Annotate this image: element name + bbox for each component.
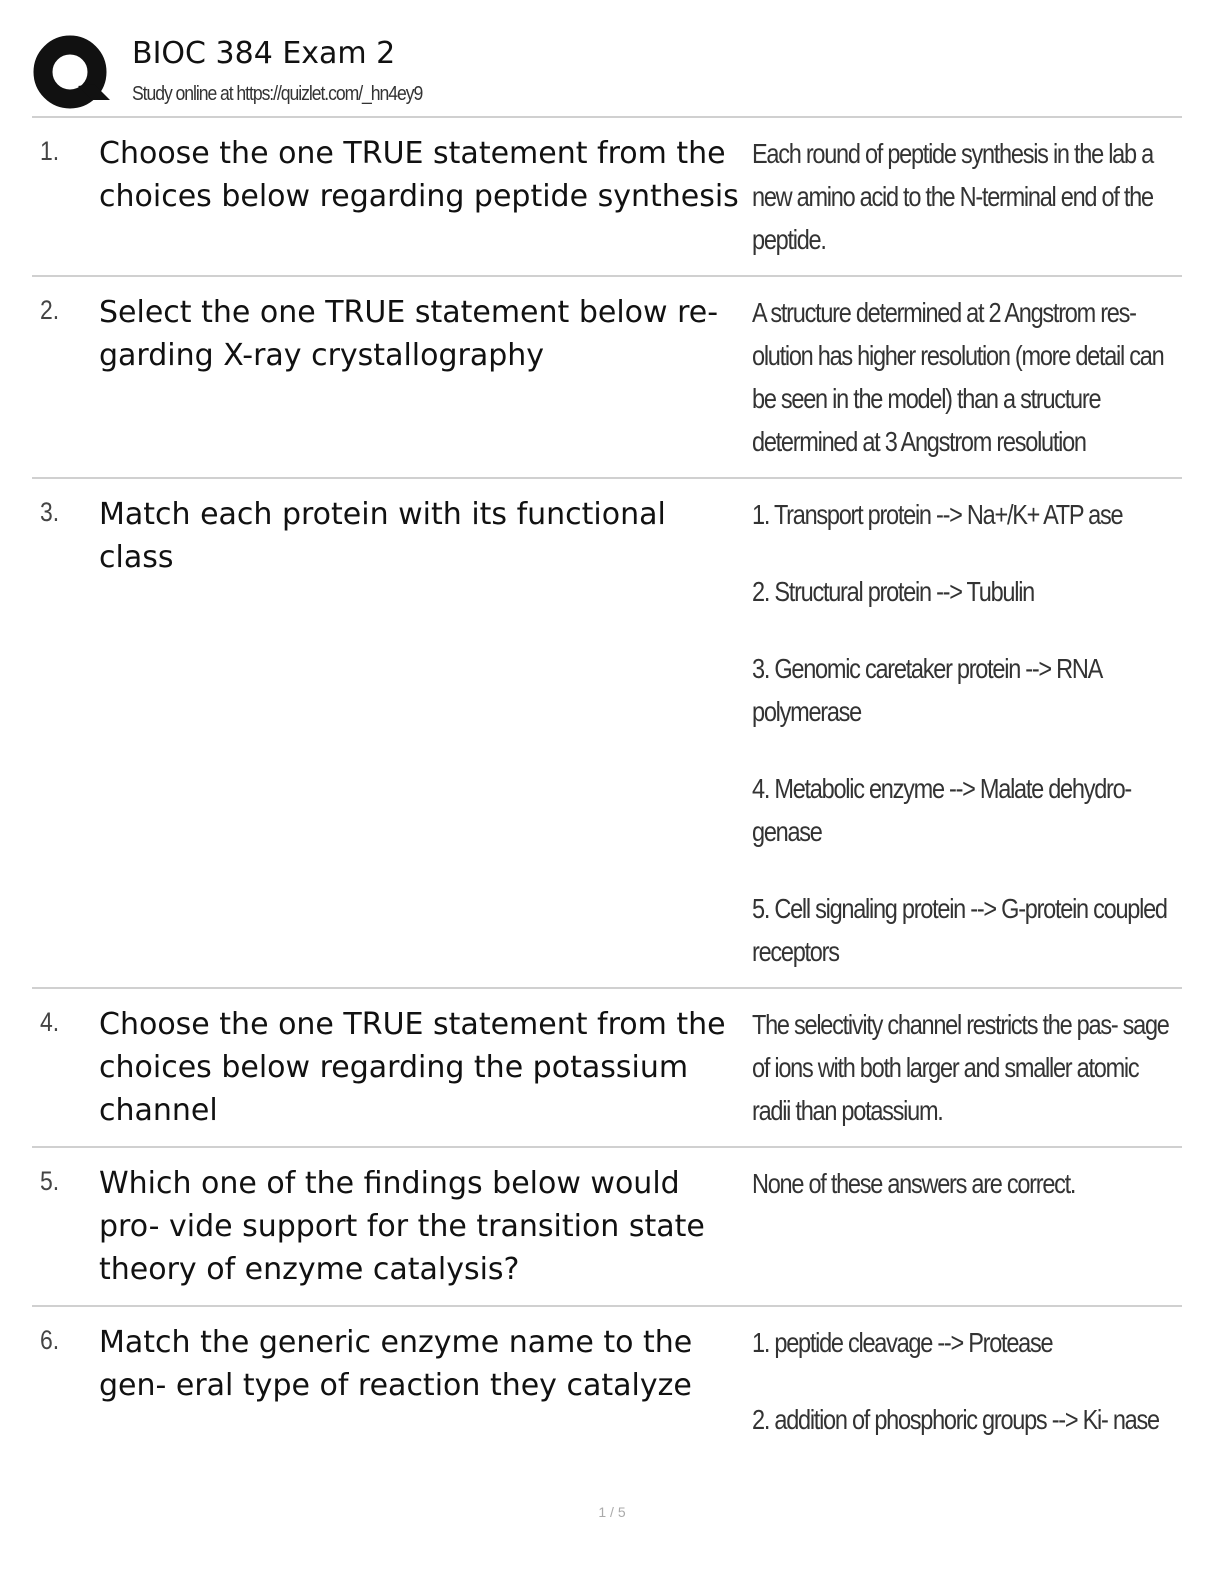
card-term: Match each protein with its functional class [99, 497, 666, 575]
card-definition: None of these answers are correct. [752, 1168, 1076, 1199]
card-number: 2. [40, 295, 60, 325]
card-definition: 1. peptide cleavage --> Protease [752, 1327, 1053, 1358]
card-definition: 2. Structural protein --> Tubulin [752, 576, 1034, 607]
study-online-link[interactable]: Study online at https://quizlet.com/_hn4ey9 [132, 83, 423, 105]
card-definition: 4. Metabolic enzyme --> Malate dehydro- genase [752, 773, 1131, 847]
page-title: BIOC 384 Exam 2 [132, 36, 396, 71]
flashcard [32, 479, 1182, 989]
card-definition: 3. Genomic caretaker protein --> RNA polymerase [752, 653, 1101, 727]
card-definitions [752, 132, 1182, 261]
card-definition: A structure determined at 2 Angstrom res- olution has higher resolution (more detail can be seen in the model) than a structure determined at 3 Angstrom resolution [752, 297, 1164, 457]
card-definitions [752, 493, 1182, 973]
quizlet-q-logo-icon [32, 34, 112, 114]
card-number: 1. [40, 136, 60, 166]
card-definitions [752, 1321, 1182, 1441]
page-number: 1 / 5 [598, 1504, 626, 1520]
card-definition: 2. addition of phosphoric groups --> Ki- nase [752, 1404, 1159, 1435]
flashcard [32, 1148, 1182, 1307]
card-term: Choose the one TRUE statement from the choices below regarding peptide synthesis [99, 136, 739, 214]
page-header [32, 30, 1192, 118]
flashcard [32, 989, 1182, 1148]
card-definition: 5. Cell signaling protein --> G-protein coupled receptors [752, 893, 1167, 967]
card-definition: The selectivity channel restricts the pas- sage of ions with both larger and smaller atomic radii than potassium. [752, 1009, 1169, 1126]
card-definition: 1. Transport protein --> Na+/K+ ATP ase [752, 499, 1123, 530]
card-number: 4. [40, 1007, 60, 1037]
card-number: 6. [40, 1325, 60, 1355]
card-definitions [752, 291, 1182, 463]
flashcard [32, 1307, 1182, 1455]
card-definitions [752, 1003, 1182, 1132]
card-definition: Each round of peptide synthesis in the lab a new amino acid to the N-terminal end of the peptide. [752, 138, 1153, 255]
card-number: 3. [40, 497, 60, 527]
flashcard [32, 118, 1182, 277]
card-term: Which one of the findings below would pro- vide support for the transition state theory of enzyme catalysis? [99, 1166, 705, 1287]
card-term: Match the generic enzyme name to the gen- eral type of reaction they catalyze [99, 1325, 693, 1403]
card-term: Choose the one TRUE statement from the choices below regarding the potassium channel [99, 1007, 726, 1128]
card-number: 5. [40, 1166, 60, 1196]
card-term: Select the one TRUE statement below re- garding X-ray crystallography [99, 295, 719, 373]
card-definitions [752, 1162, 1182, 1291]
flashcard [32, 277, 1182, 479]
flashcard-list [32, 116, 1182, 1455]
